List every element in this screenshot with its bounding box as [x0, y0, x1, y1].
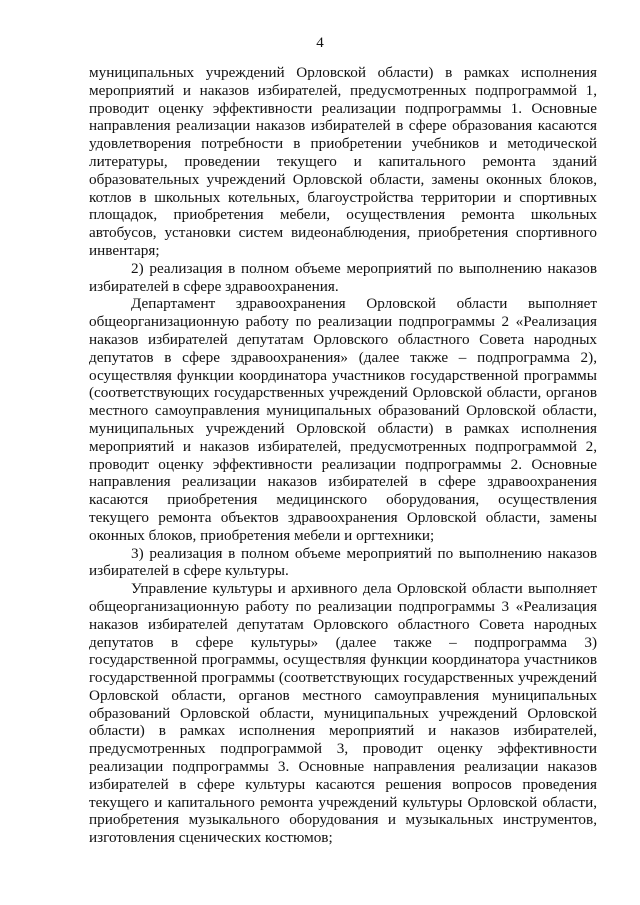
- paragraph: Департамент здравоохранения Орловской области выполняет общеорганизационную работу по реализации подпрограммы 2 «Реализация наказов избирателей депутатам Орловского областного Совета народных депутатов в сфере здравоохранения» (далее также – подпрограмма 2), осуществляя функции координатора участников государственной программы (соответствующих государственных учреждений Орловской области, органов местного самоуправления муниципальных образований Орловской области, муниципальных учреждений Орловской области) в рамках исполнения мероприятий и наказов избирателей, предусмотренных подпрограммой 2, проводит оценку эффективности реализации подпрограммы 2. Основные направления реализации наказов избирателей в сфере здравоохранения касаются приобретения медицинского оборудования, осуществления текущего ремонта объектов здравоохранения Орловской области, замены оконных блоков, приобретения мебели и оргтехники;: [89, 295, 597, 544]
- paragraph: 2) реализация в полном объеме мероприятий по выполнению наказов избирателей в сфере здравоохранения.: [89, 259, 597, 295]
- paragraph: 3) реализация в полном объеме мероприятий по выполнению наказов избирателей в сфере культуры.: [89, 544, 597, 580]
- page-number: 4: [316, 35, 324, 51]
- paragraph: Управление культуры и архивного дела Орловской области выполняет общеорганизационную работу по реализации подпрограммы 3 «Реализация наказов избирателей депутатам Орловского областного Совета народных депутатов в сфере культуры» (далее также – подпрограмма 3) государственной программы, осуществляя функции координатора участников государственной программы (соответствующих государственных учреждений Орловской области, органов местного самоуправления муниципальных образований Орловской области, муниципальных учреждений Орловской области) в рамках исполнения мероприятий и наказов избирателей, предусмотренных подпрограммой 3, проводит оценку эффективности реализации подпрограммы 3. Основные направления реализации наказов избирателей в сфере культуры касаются решения вопросов проведения текущего и капитального ремонта учреждений культуры Орловской области, приобретения музыкального оборудования и музыкальных инструментов, изготовления сценических костюмов;: [89, 580, 597, 847]
- document-body: [89, 64, 597, 847]
- paragraph: муниципальных учреждений Орловской области) в рамках исполнения мероприятий и наказов избирателей, предусмотренных подпрограммой 1, проводит оценку эффективности реализации подпрограммы 1. Основные направления реализации наказов избирателей в сфере образования касаются удовлетворения потребности в приобретении учебников и методической литературы, проведении текущего и капитального ремонта зданий образовательных учреждений Орловской области, замены оконных блоков, котлов в школьных котельных, благоустройства территории и спортивных площадок, приобретения мебели, осуществления ремонта школьных автобусов, установки систем видеонаблюдения, приобретения спортивного инвентаря;: [89, 64, 597, 259]
